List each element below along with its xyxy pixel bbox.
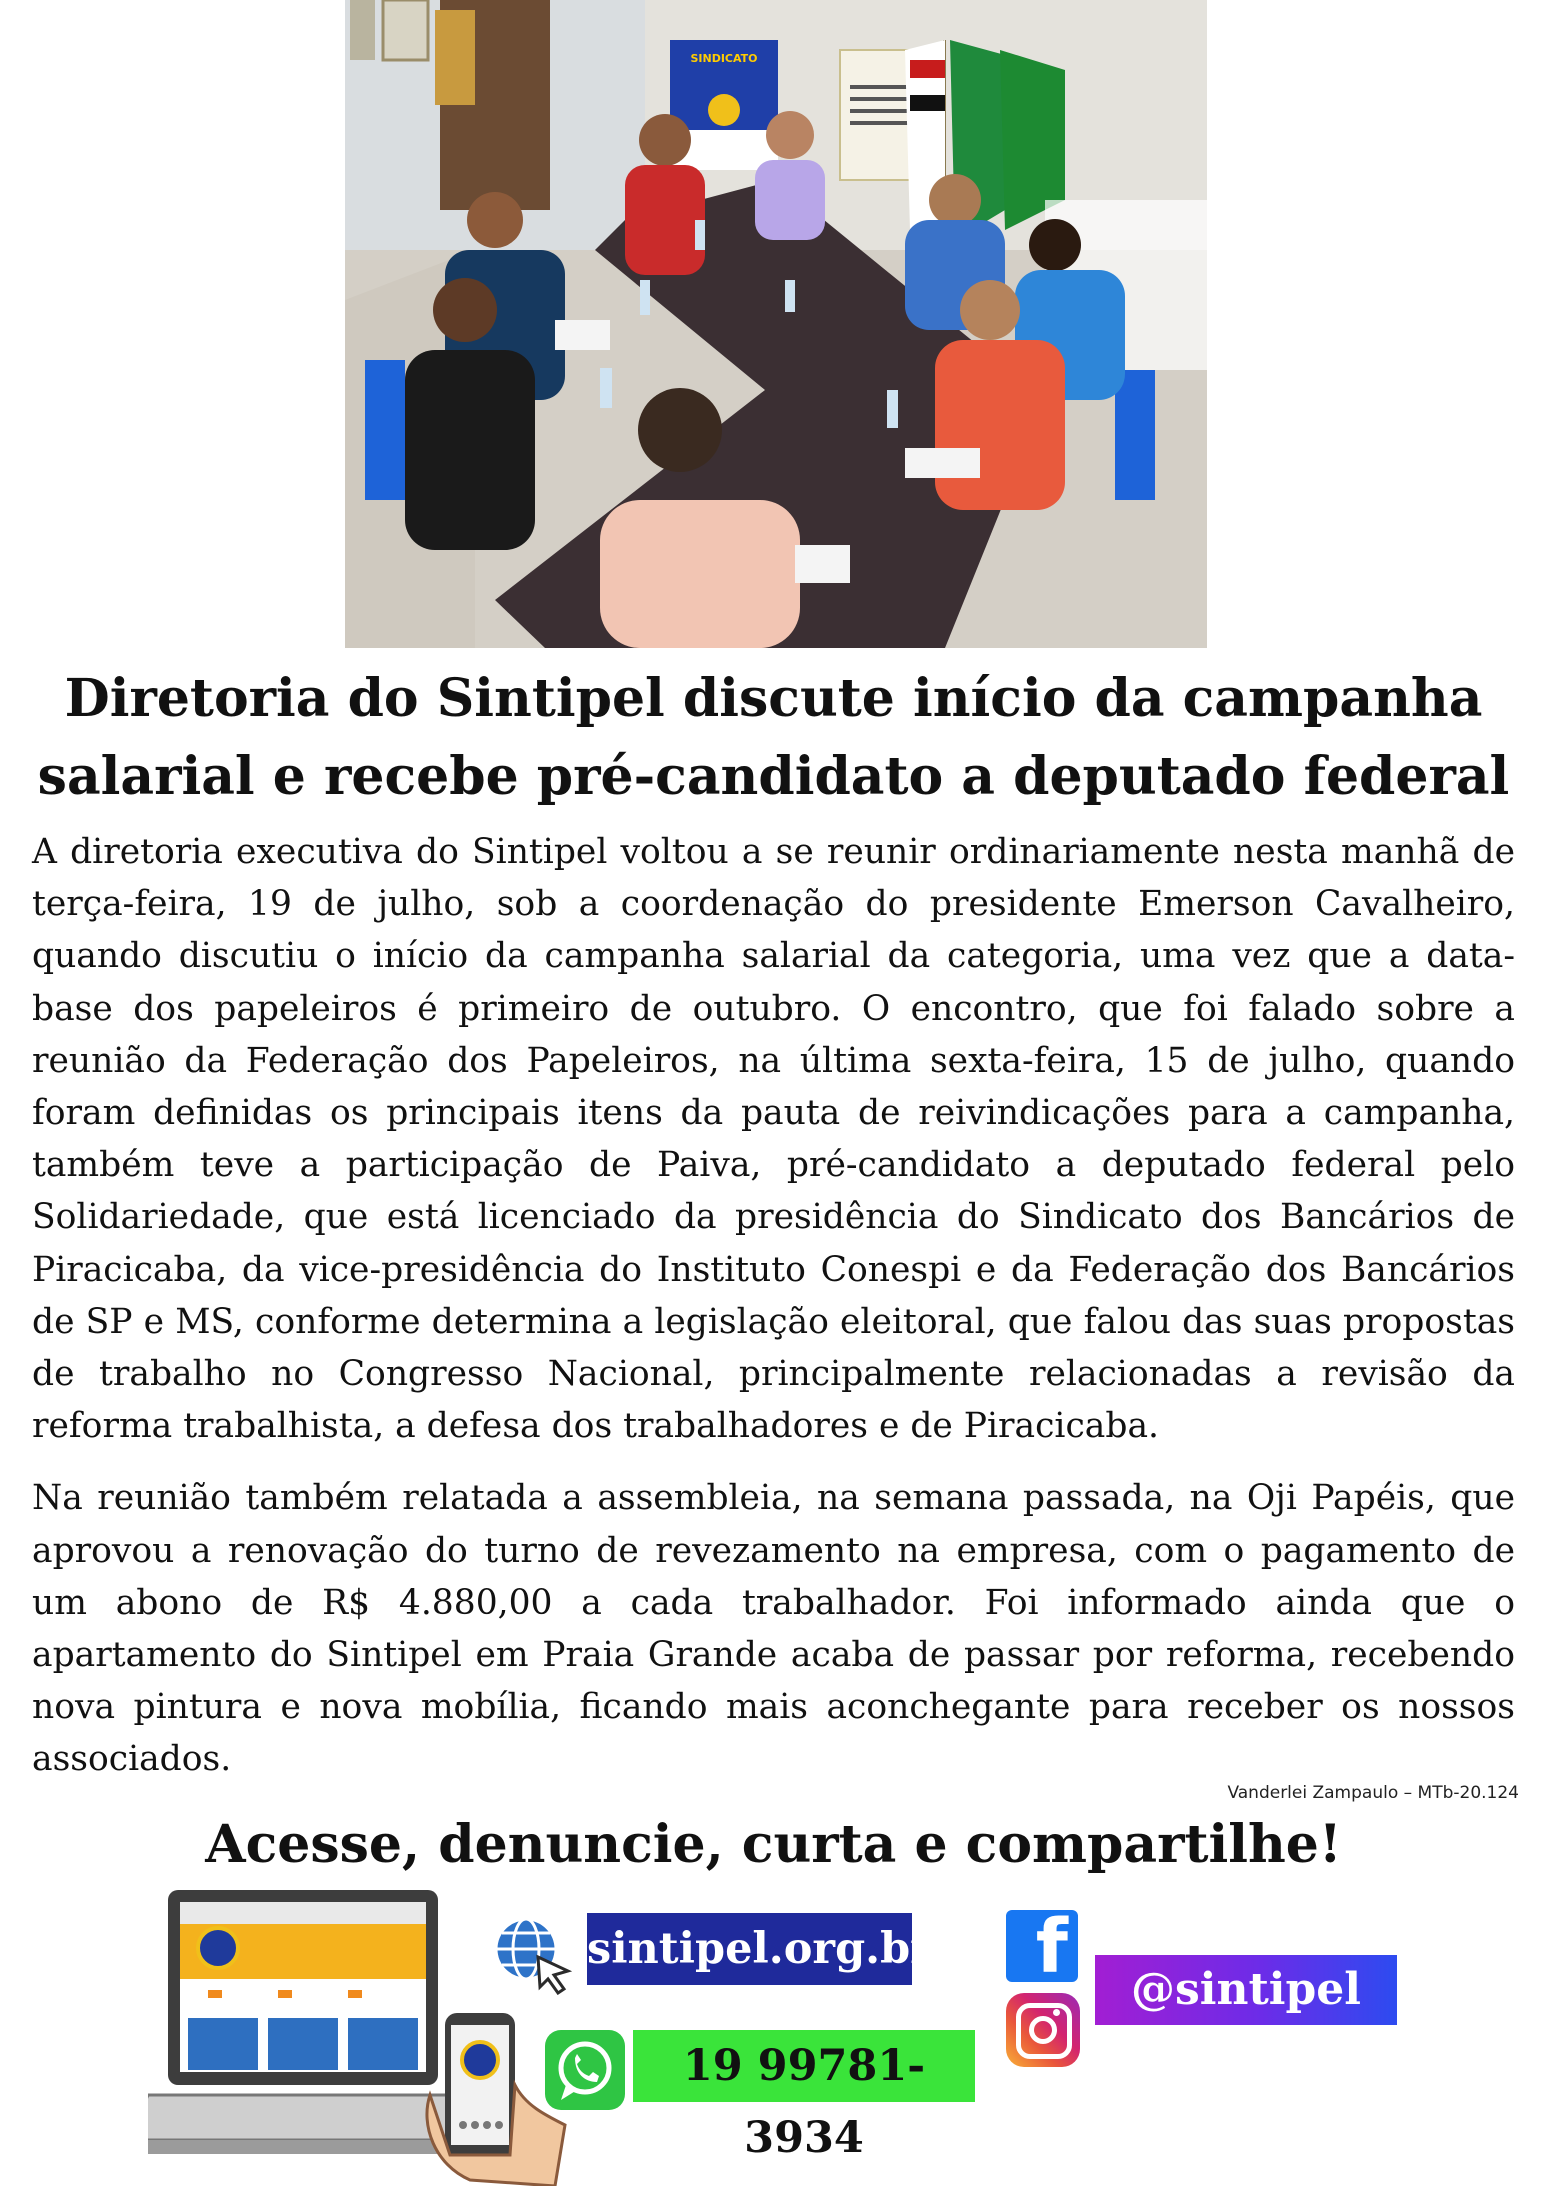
whatsapp-icon: [545, 2030, 625, 2114]
article-headline: Diretoria do Sintipel discute início da campanha salarial e recebe pré-candidato a deputado federal: [37, 668, 1510, 807]
author-credit: Vanderlei Zampaulo – MTb-20.124: [1227, 1783, 1519, 1803]
article-body: [32, 826, 1515, 1806]
article-paragraph: Na reunião também relatada a assembleia, na semana passada, na Oji Papéis, que aprovou a renovação do turno de revezamento na empresa, com o pagamento de um abono de R$ 4.880,00 a cada trabalhador. Foi informado ainda que o apartamento do Sintipel em Praia Grande acaba de passar por reforma, recebendo nova pintura e nova mobília, ficando mais aconchegante para receber os nossos associados.: [32, 1478, 1515, 1780]
website-link[interactable]: sintipel.org.br: [587, 1913, 912, 1985]
whatsapp-number[interactable]: 19 99781-3934: [633, 2030, 975, 2102]
call-to-action: Acesse, denuncie, curta e compartilhe!: [205, 1814, 1342, 1875]
meeting-photo: [345, 0, 1207, 648]
banner-title: SINDICATO: [690, 52, 758, 65]
article-paragraph: A diretoria executiva do Sintipel voltou a se reunir ordinariamente nesta manhã de terça-feira, 19 de julho, sob a coordenação do presidente Emerson Cavalheiro, quando discutiu o início da campanha salarial da categoria, uma vez que a data-base dos papeleiros é primeiro de outubro. O encontro, que foi falado sobre a reunião da Federação dos Papeleiros, na última sexta-feira, 15 de julho, quando foram definidas os principais itens da pauta de reivindicações para a campanha, também teve a participação de Paiva, pré-candidato a deputado federal pelo Solidariedade, que está licenciado da presidência do Sindicato dos Bancários de Piracicaba, da vice-presidência do Instituto Conespi e da Federação dos Bancários de SP e MS, conforme determina a legislação eleitoral, que falou das suas propostas de trabalho no Congresso Nacional, principalmente relacionadas a revisão da reforma trabalhista, a defesa dos trabalhadores e de Piracicaba.: [32, 832, 1515, 1447]
instagram-icon[interactable]: [1006, 1993, 1080, 2067]
social-handle[interactable]: @sintipel: [1095, 1955, 1397, 2025]
globe-cursor-icon: [490, 1913, 572, 1999]
facebook-icon[interactable]: f: [1006, 1910, 1078, 1982]
